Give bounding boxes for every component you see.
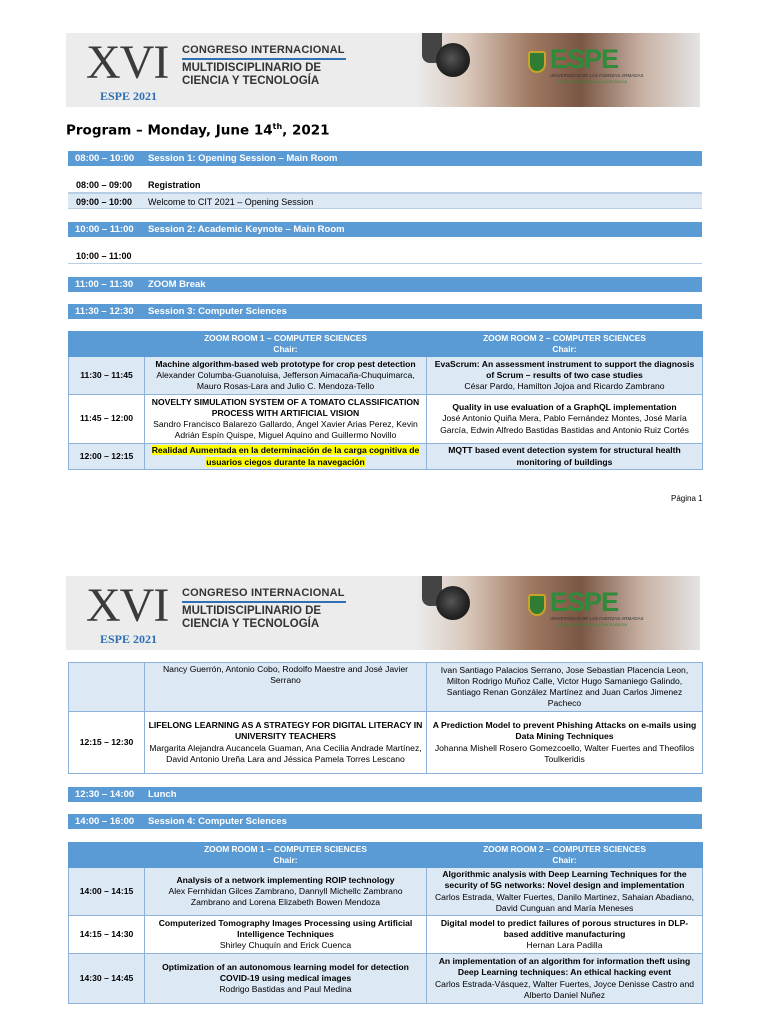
row-time: 12:00 – 12:15 [69,444,145,470]
paper-authors: José Antonio Quiña Mera, Pablo Fernández Montes, José María García, Edwin Alfredo Bastidas Bastidas and Antonio Ruiz Cortés [440,413,689,435]
table-header-row [69,843,703,868]
title-prefix: Program – Monday, June 14 [66,122,273,139]
row-time: 14:30 – 14:45 [69,954,145,1004]
room1-cell [145,916,427,954]
espe-shield-icon [528,594,546,616]
espe-logo: ESPE [550,44,619,74]
row-label: Registration [148,180,201,190]
title-suffix: , 2021 [282,122,330,139]
table-row [69,395,703,444]
paper-title: Optimization of an autonomous learning model for detection COVID-19 using medical images [162,961,409,983]
banner-line3: CIENCIA Y TECNOLOGÍA [182,75,320,87]
table-row [69,954,703,1004]
paper-title: LIFELONG LEARNING AS A STRATEGY FOR DIGITAL LITERACY IN UNIVERSITY TEACHERS [148,720,423,742]
paper-title: Machine algorithm-based web prototype for crop pest detection [155,358,416,369]
session-time: 08:00 – 10:00 [75,153,135,164]
room1-cell [145,395,427,444]
microscope-eyepiece-icon [436,586,470,620]
session1-bar [68,151,702,166]
room1-cell [145,444,427,470]
row-time: 14:15 – 14:30 [69,916,145,954]
paper-title: MQTT based event detection system for structural health monitoring of buildings [448,445,681,467]
room-header-label: ZOOM ROOM 2 – COMPUTER SCIENCES [483,844,646,854]
title-sup: th [272,122,283,131]
row-time: 12:15 – 12:30 [69,712,145,774]
zoom-break-bar [68,277,702,292]
table-row [69,868,703,916]
session3-table [68,331,703,470]
row-time: 08:00 – 09:00 [76,180,133,190]
session4-bar [68,814,702,829]
room2-cell [427,868,703,916]
banner-divider [182,58,346,60]
chair-label: Chair: [552,855,577,865]
paper-authors: Sandro Francisco Balarezo Gallardo, Ángel Xavier Arias Perez, Kevin Adrián Espín Quispe, Miguel Aquino and Guillermo Novillo [153,419,418,441]
paper-title: Digital model to predict failures of porous structures in DLP-based additive manufacturing [440,917,689,939]
time-header [69,332,145,357]
session-time: 11:30 – 12:30 [75,306,134,317]
banner-line1: CONGRESO INTERNACIONAL [182,44,345,56]
espe-logo-sub2: INNOVACIÓN PARA LA EXCELENCIA [558,622,627,627]
banner-roman: XVI [86,36,169,89]
page-number: Página 1 [671,494,703,503]
time-header [69,843,145,868]
paper-title: NOVELTY SIMULATION SYSTEM OF A TOMATO CLASSIFICATION PROCESS WITH ARTIFICIAL VISION [151,396,420,418]
banner-line2-3 [182,62,321,88]
row-label: Welcome to CIT 2021 – Opening Session [148,197,314,207]
room2-cell [427,395,703,444]
session2-bar [68,222,702,237]
room1-cell [145,954,427,1004]
paper-authors: Johanna Mishell Rosero Gomezcoello, Walter Fuertes and Theofilos Toulkeridis [434,742,695,764]
session-label: ZOOM Break [148,279,206,290]
banner-line3: CIENCIA Y TECNOLOGÍA [182,618,320,630]
paper-authors: Alex Fernhidan Gilces Zambrano, Dannyll Michellc Zambrano Zambrano and Lorena Elizabeth Bowen Mendoza [168,885,403,908]
espe-logo-sub2: INNOVACIÓN PARA LA EXCELENCIA [558,79,627,84]
banner-edition: ESPE 2021 [100,632,158,646]
paper-authors: Shirley Chuquín and Erick Cuenca [219,940,352,951]
room1-header [145,332,427,357]
espe-logo: ESPE [550,587,619,617]
paper-authors: Alexander Columba-Guanoluisa, Jefferson Aimacaña-Chuquimarca, Mauro Rosas-Lara and Julio C. Mendoza-Tello [156,369,415,392]
session-label: Session 3: Computer Sciences [148,306,287,317]
espe-logo-sub1: UNIVERSIDAD DE LAS FUERZAS ARMADAS [550,73,644,78]
row-time: 11:45 – 12:00 [69,395,145,444]
schedule-row-registration [68,177,702,193]
header-banner [66,33,700,107]
table-row [69,916,703,954]
table-row [69,712,703,774]
room2-cell [427,954,703,1004]
paper-title: Quality in use evaluation of a GraphQL implementation [452,402,677,413]
row-time: 10:00 – 11:00 [76,251,132,261]
session-label: Session 2: Academic Keynote – Main Room [148,224,345,235]
paper-title: EvaScrum: An assessment instrument to support the diagnosis of Scrum – results of two case studies [434,358,695,380]
table-row [69,663,703,712]
session3-bar [68,304,702,319]
room2-cell [427,357,703,395]
table-header-row [69,332,703,357]
row-time: 11:30 – 11:45 [69,357,145,395]
room1-header [145,843,427,868]
espe-shield-icon [528,51,546,73]
banner-line2-3 [182,605,321,631]
paper-authors: Carlos Estrada-Vásquez, Walter Fuertes, Joyce Denisse Castro and Alberto Daniel Nuñez [434,978,695,1000]
room2-cell [427,444,703,470]
session-label: Lunch [148,789,177,800]
paper-authors: Carlos Estrada, Walter Fuertes, Danilo Martinez, Sahaian Abadiano, David Cunguan and María Meneses [434,891,695,913]
espe-logo-sub1: UNIVERSIDAD DE LAS FUERZAS ARMADAS [550,616,644,621]
banner-divider [182,601,346,603]
session-time: 11:00 – 11:30 [75,279,134,290]
row-time: 14:00 – 14:15 [69,868,145,916]
banner-line2: MULTIDISCIPLINARIO DE [182,62,322,74]
room2-cell [427,663,703,712]
paper-authors: Margarita Alejandra Aucancela Guaman, Ana Cecilia Andrade Martínez, David Antonio Ureña Lara and Jéssica Pamela Torres Lescano [149,742,422,764]
schedule-row-welcome [68,193,702,209]
paper-title-highlighted: Realidad Aumentada en la determinación de la carga cognitiva de usuarios ciegos durante la navegación [151,445,420,467]
paper-title: Analysis of a network implementing ROIP technology [176,874,395,885]
banner-roman: XVI [86,579,169,632]
session3-continued-table [68,662,703,774]
session4-table [68,842,703,1004]
room1-cell [145,663,427,712]
paper-title: Algorithmic analysis with Deep Learning Techniques for the security of 5G networks: Novel design and implementation [442,869,687,891]
banner-line2: MULTIDISCIPLINARIO DE [182,605,322,617]
room1-cell [145,357,427,395]
room2-cell [427,712,703,774]
paper-title: An implementation of an algorithm for information theft using Deep Learning techniques: An ethical hacking event [438,956,691,978]
room2-cell [427,916,703,954]
room1-cell [145,712,427,774]
session-label: Session 4: Computer Sciences [148,816,287,827]
chair-label: Chair: [273,344,298,354]
session-time: 14:00 – 16:00 [75,816,135,827]
lunch-bar [68,787,702,802]
table-row [69,444,703,470]
room2-header [427,332,703,357]
room2-header [427,843,703,868]
banner-edition: ESPE 2021 [100,89,158,103]
row-time: 09:00 – 10:00 [76,197,133,207]
banner-line1: CONGRESO INTERNACIONAL [182,587,345,599]
header-banner [66,576,700,650]
schedule-row-keynote [68,248,702,264]
room-header-label: ZOOM ROOM 1 – COMPUTER SCIENCES [204,333,367,343]
paper-title: Computerized Tomography Images Processing using Artificial Intelligence Techniques [158,917,413,939]
paper-authors: Rodrigo Bastidas and Paul Medina [219,984,352,995]
paper-authors: Ivan Santiago Palacios Serrano, Jose Sebastian Placencia Leon, Milton Rodrigo Muñoz Calle, Victor Hugo Samaniego Galindo, Santiago Renan González Martínez and Juan Carlos Jimenez Pacheco [440,664,689,709]
room1-cell [145,868,427,916]
chair-label: Chair: [552,344,577,354]
session-time: 10:00 – 11:00 [75,224,134,235]
paper-authors: César Pardo, Hamilton Jojoa and Ricardo Zambrano [464,381,665,392]
room-header-label: ZOOM ROOM 2 – COMPUTER SCIENCES [483,333,646,343]
chair-label: Chair: [273,855,298,865]
paper-authors: Hernan Lara Padilla [526,940,603,951]
paper-authors: Nancy Guerrón, Antonio Cobo, Rodolfo Maestre and José Javier Serrano [162,664,409,686]
room-header-label: ZOOM ROOM 1 – COMPUTER SCIENCES [204,844,367,854]
session-label: Session 1: Opening Session – Main Room [148,153,338,164]
row-time [69,663,145,712]
paper-title: A Prediction Model to prevent Phishing Attacks on e-mails using Data Mining Techniques [432,720,697,742]
microscope-eyepiece-icon [436,43,470,77]
session-time: 12:30 – 14:00 [75,789,135,800]
table-row [69,357,703,395]
page-title [66,122,330,139]
